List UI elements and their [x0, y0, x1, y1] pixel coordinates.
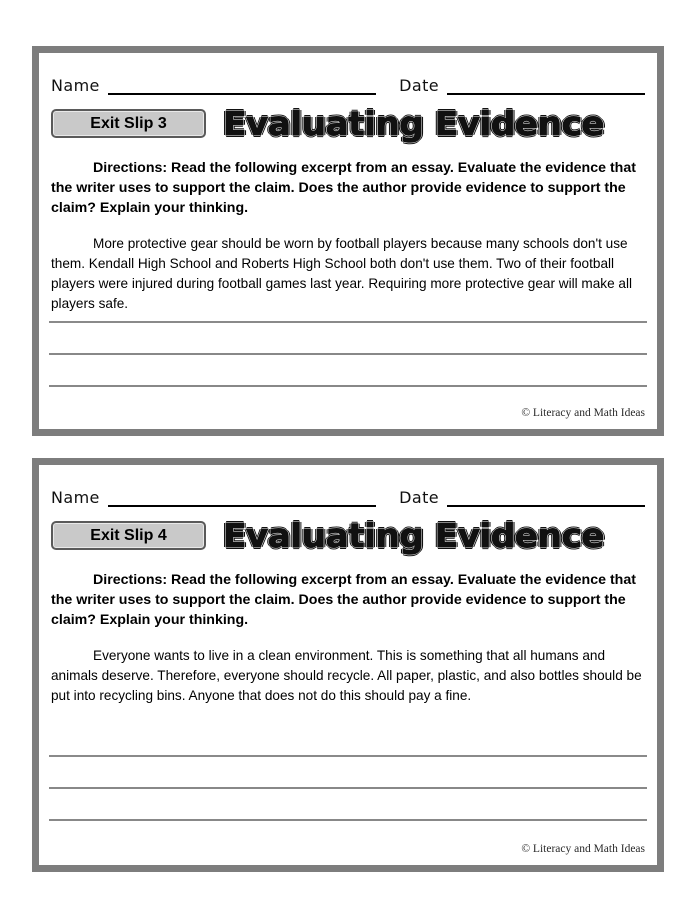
date-input-line[interactable] — [447, 79, 645, 95]
answer-lines — [49, 291, 647, 387]
name-date-row — [49, 53, 647, 95]
worksheet-heading: Evaluating Evidence — [223, 104, 605, 143]
exit-slip-card — [32, 458, 664, 872]
exit-slip-card-inner — [39, 53, 657, 429]
exit-slip-badge[interactable]: Exit Slip 4 — [51, 521, 206, 550]
exit-slip-card-inner — [39, 465, 657, 865]
exit-slip-badge[interactable]: Exit Slip 3 — [51, 109, 206, 138]
answer-line[interactable] — [49, 757, 647, 789]
title-row — [49, 516, 647, 555]
name-label: Name — [51, 76, 100, 95]
title-row — [49, 104, 647, 143]
excerpt-text: More protective gear should be worn by football players because many schools don't use them. Kendall High School and Roberts High School both don't use them. Two of their football players were injured during football games last year. Requiring more protective gear will make all players safe. — [51, 236, 633, 311]
answer-line[interactable] — [49, 725, 647, 757]
date-label: Date — [399, 76, 439, 95]
copyright-notice: © Literacy and Math Ideas — [521, 843, 645, 855]
date-field[interactable] — [399, 490, 645, 507]
name-date-row — [49, 465, 647, 507]
date-label: Date — [399, 488, 439, 507]
date-field[interactable] — [399, 78, 645, 95]
excerpt-text: Everyone wants to live in a clean environment. This is something that all humans and animals deserve. Therefore, everyone should recycle. All paper, plastic, and also bottles should be put into recycling bins. Anyone that does not do this should pay a fine. — [51, 648, 642, 704]
answer-line[interactable] — [49, 291, 647, 323]
date-input-line[interactable] — [447, 491, 645, 507]
name-field[interactable] — [51, 490, 376, 507]
name-input-line[interactable] — [108, 79, 376, 95]
copyright-notice: © Literacy and Math Ideas — [521, 407, 645, 419]
answer-line[interactable] — [49, 789, 647, 821]
exit-slip-card — [32, 46, 664, 436]
name-label: Name — [51, 488, 100, 507]
directions-text: Directions: Read the following excerpt from an essay. Evaluate the evidence that the writer uses to support the claim. Does the author provide evidence to support the claim? Explain your thinking. — [51, 572, 636, 629]
directions-text: Directions: Read the following excerpt from an essay. Evaluate the evidence that the writer uses to support the claim. Does the author provide evidence to support the claim? Explain your thinking. — [51, 160, 636, 217]
answer-line[interactable] — [49, 355, 647, 387]
answer-line[interactable] — [49, 323, 647, 355]
answer-lines — [49, 725, 647, 821]
worksheet-heading: Evaluating Evidence — [223, 516, 605, 555]
name-input-line[interactable] — [108, 491, 376, 507]
name-field[interactable] — [51, 78, 376, 95]
